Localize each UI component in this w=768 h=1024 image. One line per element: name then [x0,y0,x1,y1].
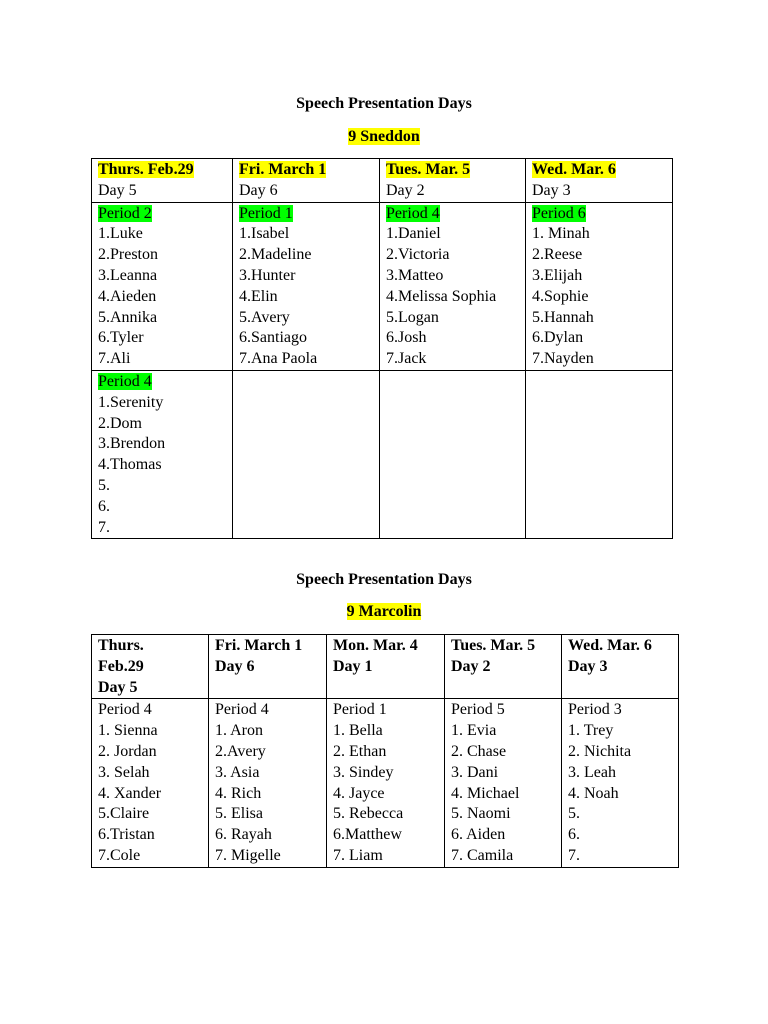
period-cell [327,699,445,867]
student-name: 4.Melissa Sophia [386,287,497,305]
period-label: Period 5 [451,701,505,719]
empty-cell [526,370,673,538]
student-name: 4. Jayce [333,784,385,802]
section-1-class-highlight: 9 Sneddon [348,128,420,145]
header-line: Day 1 [333,657,373,675]
header-cell [92,159,233,203]
period-cell [92,699,209,867]
period-label: Period 4 [98,372,152,390]
student-name: 6. Aiden [451,826,506,844]
period-cell [92,202,233,370]
student-name: 2.Reese [532,246,583,264]
student-name: 2. Jordan [98,742,157,760]
header-cell [526,159,673,203]
student-name: 3.Leanna [98,266,158,284]
student-name: 2.Dom [98,414,142,432]
student-name: 2.Madeline [239,246,312,264]
period-cell [526,202,673,370]
period-cell [445,699,562,867]
student-name: 6.Tyler [98,329,144,347]
header-cell [233,159,380,203]
student-name: 7. [568,846,580,864]
student-name: 4. Noah [568,784,619,802]
student-name: 5.Annika [98,308,158,326]
student-name: 3. Leah [568,763,616,781]
student-name: 5.Claire [98,805,150,823]
student-name: 4.Sophie [532,287,589,305]
student-name: 1.Serenity [98,393,164,411]
student-name: 1. Minah [532,225,590,243]
period-cell [233,202,380,370]
header-cell [327,635,445,699]
student-name: 6.Josh [386,329,427,347]
student-name: 4. Xander [98,784,162,802]
period-label: Period 4 [215,701,269,719]
date-label: Tues. Mar. 5 [386,161,471,178]
header-line: Day 5 [98,678,138,696]
student-name: 3.Elijah [532,266,583,284]
student-name: 5. Rebecca [333,805,404,823]
student-name: 6. Rayah [215,826,272,844]
day-label: Day 6 [239,181,278,199]
day-label: Day 5 [98,181,137,199]
period-label: Period 4 [98,701,152,719]
student-name: 1. Aron [215,722,263,740]
student-name: 2.Preston [98,246,158,264]
student-name: 7. Migelle [215,846,281,864]
student-name: 1.Daniel [386,225,441,243]
period-label: Period 3 [568,701,622,719]
section-2-class-name [0,602,768,622]
student-name: 7. [98,518,110,536]
student-name: 4. Michael [451,784,520,802]
student-name: 3. Dani [451,763,499,781]
day-label: Day 3 [532,181,571,199]
period-label: Period 4 [386,204,440,222]
student-name: 4.Thomas [98,456,162,474]
period-label: Period 1 [333,701,387,719]
header-line: Fri. March 1 [215,637,303,654]
empty-cell [233,370,380,538]
student-name: 7.Nayden [532,350,594,368]
student-name: 3. Sindey [333,763,394,781]
student-name: 4.Elin [239,287,278,305]
period-cell [380,202,526,370]
student-name: 7.Jack [386,350,427,368]
period-label: Period 2 [98,204,152,222]
header-row [92,635,679,699]
date-label: Thurs. Feb.29 [98,161,194,178]
student-name: 1.Luke [98,225,143,243]
empty-cell [380,370,526,538]
header-cell [209,635,327,699]
section-1-class-name [0,127,768,147]
date-label: Fri. March 1 [239,161,327,178]
student-name: 6. [568,826,580,844]
student-name: 2. Chase [451,742,507,760]
header-cell [92,635,209,699]
student-name: 6.Santiago [239,329,307,347]
student-name: 5.Avery [239,308,290,326]
student-name: 5.Hannah [532,308,594,326]
student-name: 7.Cole [98,846,141,864]
header-line: Day 3 [568,657,608,675]
student-name: 1.Isabel [239,225,290,243]
schedule-table-marcolin [91,634,679,868]
student-name: 6.Tristan [98,826,155,844]
header-line: Day 6 [215,657,255,675]
student-name: 6.Matthew [333,826,402,844]
student-name: 5. Naomi [451,805,511,823]
student-name: 2.Victoria [386,246,450,264]
student-name: 2.Avery [215,742,266,760]
header-row [92,159,673,203]
student-name: 4.Aieden [98,287,157,305]
header-cell [562,635,679,699]
student-name: 6. [98,497,110,515]
student-name: 3. Asia [215,763,260,781]
student-name: 5.Logan [386,308,439,326]
student-name: 2. Nichita [568,742,632,760]
student-name: 1. Sienna [98,722,158,740]
period-row [92,370,673,538]
section-2-class-highlight: 9 Marcolin [346,603,422,620]
student-name: 7. Liam [333,846,383,864]
student-name: 7. Camila [451,846,514,864]
student-name: 5. Elisa [215,805,263,823]
period-row [92,202,673,370]
header-cell [380,159,526,203]
header-line: Day 2 [451,657,491,675]
period-row [92,699,679,867]
header-line: Tues. Mar. 5 [451,637,536,654]
student-name: 7.Ali [98,350,131,368]
period-label: Period 6 [532,204,586,222]
student-name: 3.Brendon [98,435,166,453]
header-cell [445,635,562,699]
period-cell [209,699,327,867]
student-name: 1. Bella [333,722,383,740]
day-label: Day 2 [386,181,425,199]
student-name: 4. Rich [215,784,262,802]
period-cell [92,370,233,538]
student-name: 3.Hunter [239,266,296,284]
student-name: 5. [568,805,580,823]
date-label: Wed. Mar. 6 [532,161,616,178]
section-1-title: Speech Presentation Days [296,95,472,112]
section-2-title: Speech Presentation Days [296,571,472,588]
student-name: 7.Ana Paola [239,350,318,368]
student-name: 2. Ethan [333,742,387,760]
period-cell [562,699,679,867]
header-line: Wed. Mar. 6 [568,637,652,654]
header-line: Mon. Mar. 4 [333,637,418,654]
student-name: 3. Selah [98,763,150,781]
student-name: 5. [98,476,110,494]
period-label: Period 1 [239,204,293,222]
student-name: 6.Dylan [532,329,584,347]
header-line: Feb.29 [98,657,144,675]
student-name: 3.Matteo [386,266,444,284]
student-name: 1. Evia [451,722,497,740]
header-line: Thurs. [98,637,144,654]
student-name: 1. Trey [568,722,614,740]
schedule-table-sneddon [91,158,673,539]
